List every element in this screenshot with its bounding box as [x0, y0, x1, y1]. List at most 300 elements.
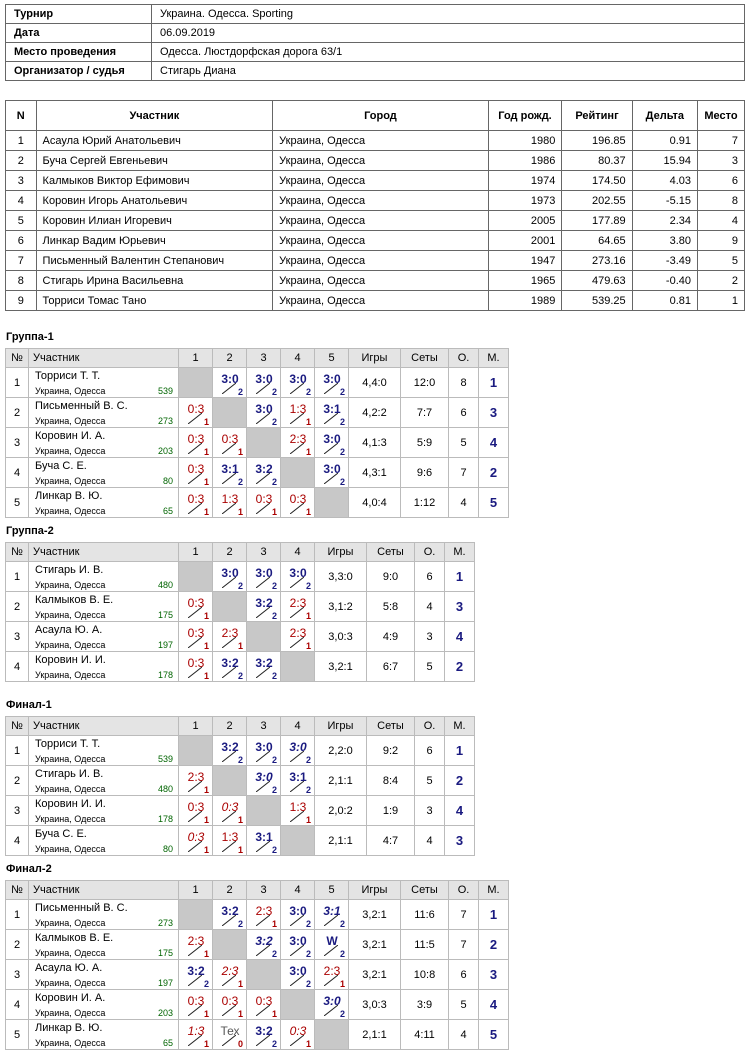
- group-row-num: 2: [6, 398, 29, 428]
- player-name: Стигарь И. В.: [35, 768, 104, 780]
- match-score: 3:0: [323, 372, 341, 386]
- group-row-games: 4,4:0: [349, 368, 401, 398]
- group-row-num: 4: [6, 826, 29, 856]
- match-points: 2: [271, 949, 277, 959]
- group-header-sets: Сеты: [367, 543, 415, 562]
- group-row-num: 2: [6, 930, 29, 960]
- player-rating: 480: [157, 784, 173, 794]
- slash-divider-icon: [290, 751, 304, 762]
- group-row-games: 2,1:1: [315, 826, 367, 856]
- group-header-opponent: 1: [179, 349, 213, 368]
- participant-cell: 1980: [488, 131, 562, 151]
- slash-divider-icon: [290, 383, 304, 394]
- match-points: 2: [237, 671, 243, 681]
- match-score: 2:3: [289, 626, 307, 640]
- participant-cell: Украина, Одесса: [273, 231, 489, 251]
- match-score: 3:0: [255, 372, 273, 386]
- match-score: 3:0: [323, 462, 341, 476]
- group-row-place: 1: [445, 736, 475, 766]
- participant-cell: Украина, Одесса: [273, 211, 489, 231]
- group-row-games: 3,2:1: [349, 960, 401, 990]
- match-result-cell: [281, 592, 315, 622]
- group-row-place: 3: [445, 592, 475, 622]
- group-row-points: 4: [415, 826, 445, 856]
- match-result-cell: [213, 368, 247, 398]
- group-header-opponent: 1: [179, 881, 213, 900]
- match-score: 3:2: [255, 596, 273, 610]
- group-row: [6, 428, 509, 458]
- participant-cell: 1973: [488, 191, 562, 211]
- participant-cell: Буча Сергей Евгеньевич: [36, 151, 273, 171]
- player-city: Украина, Одесса: [35, 918, 106, 928]
- group-row-games: 3,2:1: [315, 652, 367, 682]
- group-row: [6, 1020, 509, 1050]
- match-points: 2: [305, 785, 311, 795]
- group-header-num: №: [6, 349, 29, 368]
- group-header-opponent: 3: [247, 881, 281, 900]
- group-title: Финал-2: [6, 863, 52, 875]
- info-value: 06.09.2019: [152, 24, 745, 43]
- group-row-place: 1: [479, 900, 509, 930]
- slash-divider-icon: [188, 975, 202, 986]
- group-row-place: 2: [479, 930, 509, 960]
- player-city: Украина, Одесса: [35, 580, 106, 590]
- match-score: 3:0: [289, 372, 307, 386]
- slash-divider-icon: [188, 607, 202, 618]
- info-label: Дата: [6, 24, 152, 43]
- participant-cell: 4: [698, 211, 745, 231]
- group-header-row: [6, 717, 475, 736]
- match-result-cell: [281, 736, 315, 766]
- match-points: 1: [203, 671, 209, 681]
- group-header-games: Игры: [315, 717, 367, 736]
- participant-cell: 3.80: [632, 231, 697, 251]
- slash-divider-icon: [222, 1005, 236, 1016]
- match-points: 2: [339, 417, 345, 427]
- match-points: 2: [271, 1039, 277, 1049]
- slash-divider-icon: [188, 443, 202, 454]
- player-name: Буча С. Е.: [35, 460, 87, 472]
- match-score: 0:3: [221, 800, 239, 814]
- slash-divider-icon: [188, 667, 202, 678]
- match-result-cell: [281, 368, 315, 398]
- info-row: [6, 62, 745, 81]
- group-row-points: 5: [415, 766, 445, 796]
- match-points: 1: [305, 417, 311, 427]
- match-result-cell: [213, 796, 247, 826]
- match-result-cell: [281, 398, 315, 428]
- player-city: Украина, Одесса: [35, 784, 106, 794]
- group-row: [6, 488, 509, 518]
- self-match-cell: [179, 736, 213, 766]
- slash-divider-icon: [290, 577, 304, 588]
- group-row-sets: 5:9: [401, 428, 449, 458]
- match-points: 2: [271, 417, 277, 427]
- group-row-games: 4,0:4: [349, 488, 401, 518]
- group-row-points: 6: [449, 960, 479, 990]
- slash-divider-icon: [256, 1005, 270, 1016]
- group-header-opponent: 2: [213, 881, 247, 900]
- match-points: 1: [203, 507, 209, 517]
- slash-divider-icon: [290, 503, 304, 514]
- match-score: 2:3: [221, 964, 239, 978]
- group-header-opponent: 2: [213, 543, 247, 562]
- self-match-cell: [179, 562, 213, 592]
- participant-row: [6, 231, 745, 251]
- match-result-cell: [179, 960, 213, 990]
- match-result-cell: [179, 1020, 213, 1050]
- slash-divider-icon: [324, 945, 338, 956]
- match-result-cell: [247, 562, 281, 592]
- match-points: 1: [203, 785, 209, 795]
- match-score: 3:2: [221, 904, 239, 918]
- player-cell: [29, 930, 179, 960]
- participant-row: [6, 291, 745, 311]
- match-result-cell: [281, 960, 315, 990]
- match-points: 2: [339, 447, 345, 457]
- match-points: 1: [305, 507, 311, 517]
- match-points: 2: [305, 387, 311, 397]
- match-result-cell: [213, 652, 247, 682]
- group-row-sets: 1:12: [401, 488, 449, 518]
- match-result-cell: [315, 428, 349, 458]
- player-name: Письменный В. С.: [35, 400, 128, 412]
- participant-cell: 80.37: [562, 151, 632, 171]
- player-city: Украина, Одесса: [35, 948, 106, 958]
- group-row: [6, 622, 475, 652]
- participant-row: [6, 171, 745, 191]
- group-row: [6, 990, 509, 1020]
- match-result-cell: [315, 990, 349, 1020]
- player-rating: 203: [157, 1008, 173, 1018]
- info-row: [6, 5, 745, 24]
- player-name: Коровин И. И.: [35, 654, 106, 666]
- group-row-place: 4: [479, 428, 509, 458]
- group-row-sets: 9:6: [401, 458, 449, 488]
- group-header-opponent: 1: [179, 717, 213, 736]
- match-result-cell: [315, 900, 349, 930]
- player-name: Линкар В. Ю.: [35, 490, 103, 502]
- match-result-cell: [179, 592, 213, 622]
- match-points: 1: [237, 979, 243, 989]
- match-score: 3:1: [323, 904, 341, 918]
- participant-cell: Коровин Илиан Игоревич: [36, 211, 273, 231]
- player-cell: [29, 458, 179, 488]
- participants-header-cell: N: [6, 101, 37, 131]
- match-score: 0:3: [187, 800, 205, 814]
- match-points: 1: [203, 447, 209, 457]
- match-points: 2: [305, 919, 311, 929]
- self-match-cell: [247, 960, 281, 990]
- group-row-points: 7: [449, 458, 479, 488]
- player-rating: 65: [162, 1038, 173, 1048]
- group-row-sets: 11:6: [401, 900, 449, 930]
- slash-divider-icon: [324, 473, 338, 484]
- match-result-cell: [213, 1020, 247, 1050]
- match-score: 0:3: [255, 492, 273, 506]
- participant-cell: 174.50: [562, 171, 632, 191]
- group-header-place: М.: [479, 349, 509, 368]
- group-header-opponent: 5: [315, 349, 349, 368]
- group-row: [6, 458, 509, 488]
- group-row-games: 4,1:3: [349, 428, 401, 458]
- player-rating: 197: [157, 640, 173, 650]
- player-rating: 80: [162, 476, 173, 486]
- match-points: 1: [203, 949, 209, 959]
- slash-divider-icon: [324, 443, 338, 454]
- self-match-cell: [315, 1020, 349, 1050]
- group-row-points: 5: [415, 652, 445, 682]
- info-value: Одесса. Люстдорфская дорога 63/1: [152, 43, 745, 62]
- player-city: Украина, Одесса: [35, 506, 106, 516]
- group-row-games: 2,1:1: [349, 1020, 401, 1050]
- slash-divider-icon: [324, 915, 338, 926]
- group-row-place: 3: [445, 826, 475, 856]
- match-score: 0:3: [255, 994, 273, 1008]
- participant-cell: 5: [6, 211, 37, 231]
- player-name: Асаула Ю. А.: [35, 962, 103, 974]
- match-score: 0:3: [187, 432, 205, 446]
- group-row-num: 4: [6, 458, 29, 488]
- info-value: Украина. Одесса. Sporting: [152, 5, 745, 24]
- slash-divider-icon: [290, 811, 304, 822]
- slash-divider-icon: [256, 667, 270, 678]
- match-result-cell: [179, 622, 213, 652]
- group-row-points: 6: [449, 398, 479, 428]
- group-row-num: 3: [6, 428, 29, 458]
- group-row-num: 2: [6, 766, 29, 796]
- participant-cell: 0.81: [632, 291, 697, 311]
- slash-divider-icon: [256, 1035, 270, 1046]
- match-result-cell: [281, 796, 315, 826]
- group-row-points: 3: [415, 622, 445, 652]
- player-city: Украина, Одесса: [35, 670, 106, 680]
- group-header-opponent: 4: [281, 543, 315, 562]
- info-value: Стигарь Диана: [152, 62, 745, 81]
- participant-cell: 7: [698, 131, 745, 151]
- group-row-place: 4: [445, 796, 475, 826]
- slash-divider-icon: [290, 975, 304, 986]
- group-header-row: [6, 349, 509, 368]
- match-result-cell: [281, 428, 315, 458]
- group-header-opponent: 2: [213, 717, 247, 736]
- group-row: [6, 398, 509, 428]
- match-score: 3:0: [289, 566, 307, 580]
- slash-divider-icon: [256, 781, 270, 792]
- group-header-points: О.: [415, 717, 445, 736]
- match-points: 1: [237, 447, 243, 457]
- group-row: [6, 900, 509, 930]
- match-result-cell: [281, 930, 315, 960]
- participants-table: [5, 100, 745, 311]
- group-table: [5, 880, 509, 1050]
- participant-cell: 3: [6, 171, 37, 191]
- match-result-cell: [247, 398, 281, 428]
- participant-row: [6, 191, 745, 211]
- participants-header-cell: Место: [698, 101, 745, 131]
- player-city: Украина, Одесса: [35, 610, 106, 620]
- participant-cell: 1986: [488, 151, 562, 171]
- match-score: 0:3: [221, 432, 239, 446]
- slash-divider-icon: [222, 667, 236, 678]
- player-name: Буча С. Е.: [35, 828, 87, 840]
- match-points: 1: [305, 611, 311, 621]
- participant-cell: 202.55: [562, 191, 632, 211]
- slash-divider-icon: [290, 443, 304, 454]
- group-row-num: 1: [6, 562, 29, 592]
- match-result-cell: [179, 652, 213, 682]
- group-header-opponent: 3: [247, 543, 281, 562]
- participant-cell: 9: [6, 291, 37, 311]
- match-result-cell: [179, 826, 213, 856]
- match-points: 1: [203, 611, 209, 621]
- slash-divider-icon: [188, 413, 202, 424]
- match-score: 3:0: [255, 740, 273, 754]
- match-result-cell: [213, 428, 247, 458]
- group-row-num: 1: [6, 736, 29, 766]
- slash-divider-icon: [188, 841, 202, 852]
- match-score: 3:0: [255, 402, 273, 416]
- participant-cell: 2: [6, 151, 37, 171]
- participants-header-cell: Год рожд.: [488, 101, 562, 131]
- group-header-num: №: [6, 717, 29, 736]
- match-points: 2: [237, 919, 243, 929]
- group-header-games: Игры: [349, 881, 401, 900]
- match-score: 3:2: [187, 964, 205, 978]
- player-rating: 539: [157, 386, 173, 396]
- participant-cell: Украина, Одесса: [273, 171, 489, 191]
- match-result-cell: [281, 622, 315, 652]
- match-score: 3:2: [255, 462, 273, 476]
- player-rating: 273: [157, 416, 173, 426]
- match-score: 0:3: [187, 830, 205, 844]
- player-cell: [29, 398, 179, 428]
- match-score: 0:3: [187, 402, 205, 416]
- match-result-cell: [247, 990, 281, 1020]
- player-cell: [29, 796, 179, 826]
- group-header-place: М.: [445, 717, 475, 736]
- slash-divider-icon: [188, 945, 202, 956]
- participant-row: [6, 211, 745, 231]
- group-row-sets: 4:9: [367, 622, 415, 652]
- slash-divider-icon: [256, 503, 270, 514]
- player-cell: [29, 428, 179, 458]
- player-name: Асаула Ю. А.: [35, 624, 103, 636]
- match-score: 3:0: [255, 566, 273, 580]
- match-points: 1: [271, 1009, 277, 1019]
- group-table: [5, 542, 475, 682]
- match-points: 2: [271, 845, 277, 855]
- player-name: Коровин И. А.: [35, 430, 106, 442]
- self-match-cell: [247, 796, 281, 826]
- match-points: 2: [271, 671, 277, 681]
- match-points: 1: [237, 641, 243, 651]
- player-cell: [29, 826, 179, 856]
- match-result-cell: [281, 562, 315, 592]
- player-rating: 539: [157, 754, 173, 764]
- match-score: 0:3: [187, 626, 205, 640]
- match-result-cell: [315, 930, 349, 960]
- match-score: 0:3: [187, 596, 205, 610]
- slash-divider-icon: [222, 751, 236, 762]
- player-city: Украина, Одесса: [35, 476, 106, 486]
- player-name: Калмыков В. Е.: [35, 594, 114, 606]
- group-table: [5, 348, 509, 518]
- group-row: [6, 652, 475, 682]
- self-match-cell: [179, 368, 213, 398]
- match-points: 2: [237, 477, 243, 487]
- player-rating: 175: [157, 948, 173, 958]
- match-score: 3:0: [289, 904, 307, 918]
- group-row-num: 4: [6, 990, 29, 1020]
- match-score: 3:0: [323, 994, 341, 1008]
- player-name: Коровин И. И.: [35, 798, 106, 810]
- participant-row: [6, 151, 745, 171]
- group-row: [6, 592, 475, 622]
- self-match-cell: [179, 900, 213, 930]
- match-score: 3:2: [255, 934, 273, 948]
- player-cell: [29, 652, 179, 682]
- slash-divider-icon: [222, 915, 236, 926]
- match-result-cell: [315, 398, 349, 428]
- match-points: 2: [305, 979, 311, 989]
- slash-divider-icon: [222, 841, 236, 852]
- match-result-cell: [281, 488, 315, 518]
- match-score: 1:3: [221, 830, 239, 844]
- participant-cell: Калмыков Виктор Ефимович: [36, 171, 273, 191]
- participant-cell: -5.15: [632, 191, 697, 211]
- participant-cell: 64.65: [562, 231, 632, 251]
- group-row-games: 2,1:1: [315, 766, 367, 796]
- participant-cell: 3: [698, 151, 745, 171]
- slash-divider-icon: [222, 503, 236, 514]
- self-match-cell: [213, 398, 247, 428]
- slash-divider-icon: [290, 945, 304, 956]
- match-points: 1: [237, 845, 243, 855]
- match-score: 3:0: [221, 566, 239, 580]
- player-cell: [29, 622, 179, 652]
- match-points: 1: [237, 507, 243, 517]
- match-points: 1: [203, 1039, 209, 1049]
- match-result-cell: [247, 592, 281, 622]
- slash-divider-icon: [222, 637, 236, 648]
- group-row-sets: 4:11: [401, 1020, 449, 1050]
- group-row-num: 5: [6, 488, 29, 518]
- slash-divider-icon: [256, 915, 270, 926]
- participant-cell: 1989: [488, 291, 562, 311]
- participants-header-row: [6, 101, 745, 131]
- match-points: 2: [305, 755, 311, 765]
- match-score: Тех: [220, 1024, 240, 1038]
- slash-divider-icon: [188, 473, 202, 484]
- group-header-opponent: 4: [281, 881, 315, 900]
- group-header-opponent: 4: [281, 349, 315, 368]
- match-points: 2: [339, 1009, 345, 1019]
- player-name: Коровин И. А.: [35, 992, 106, 1004]
- match-points: 2: [271, 387, 277, 397]
- participant-cell: 1: [698, 291, 745, 311]
- player-rating: 175: [157, 610, 173, 620]
- info-row: [6, 43, 745, 62]
- player-name: Торриси Т. Т.: [35, 370, 101, 382]
- participant-cell: Асаула Юрий Анатольевич: [36, 131, 273, 151]
- match-points: 2: [237, 755, 243, 765]
- match-score: 2:3: [255, 904, 273, 918]
- player-city: Украина, Одесса: [35, 754, 106, 764]
- player-city: Украина, Одесса: [35, 640, 106, 650]
- player-name: Линкар В. Ю.: [35, 1022, 103, 1034]
- participant-cell: 196.85: [562, 131, 632, 151]
